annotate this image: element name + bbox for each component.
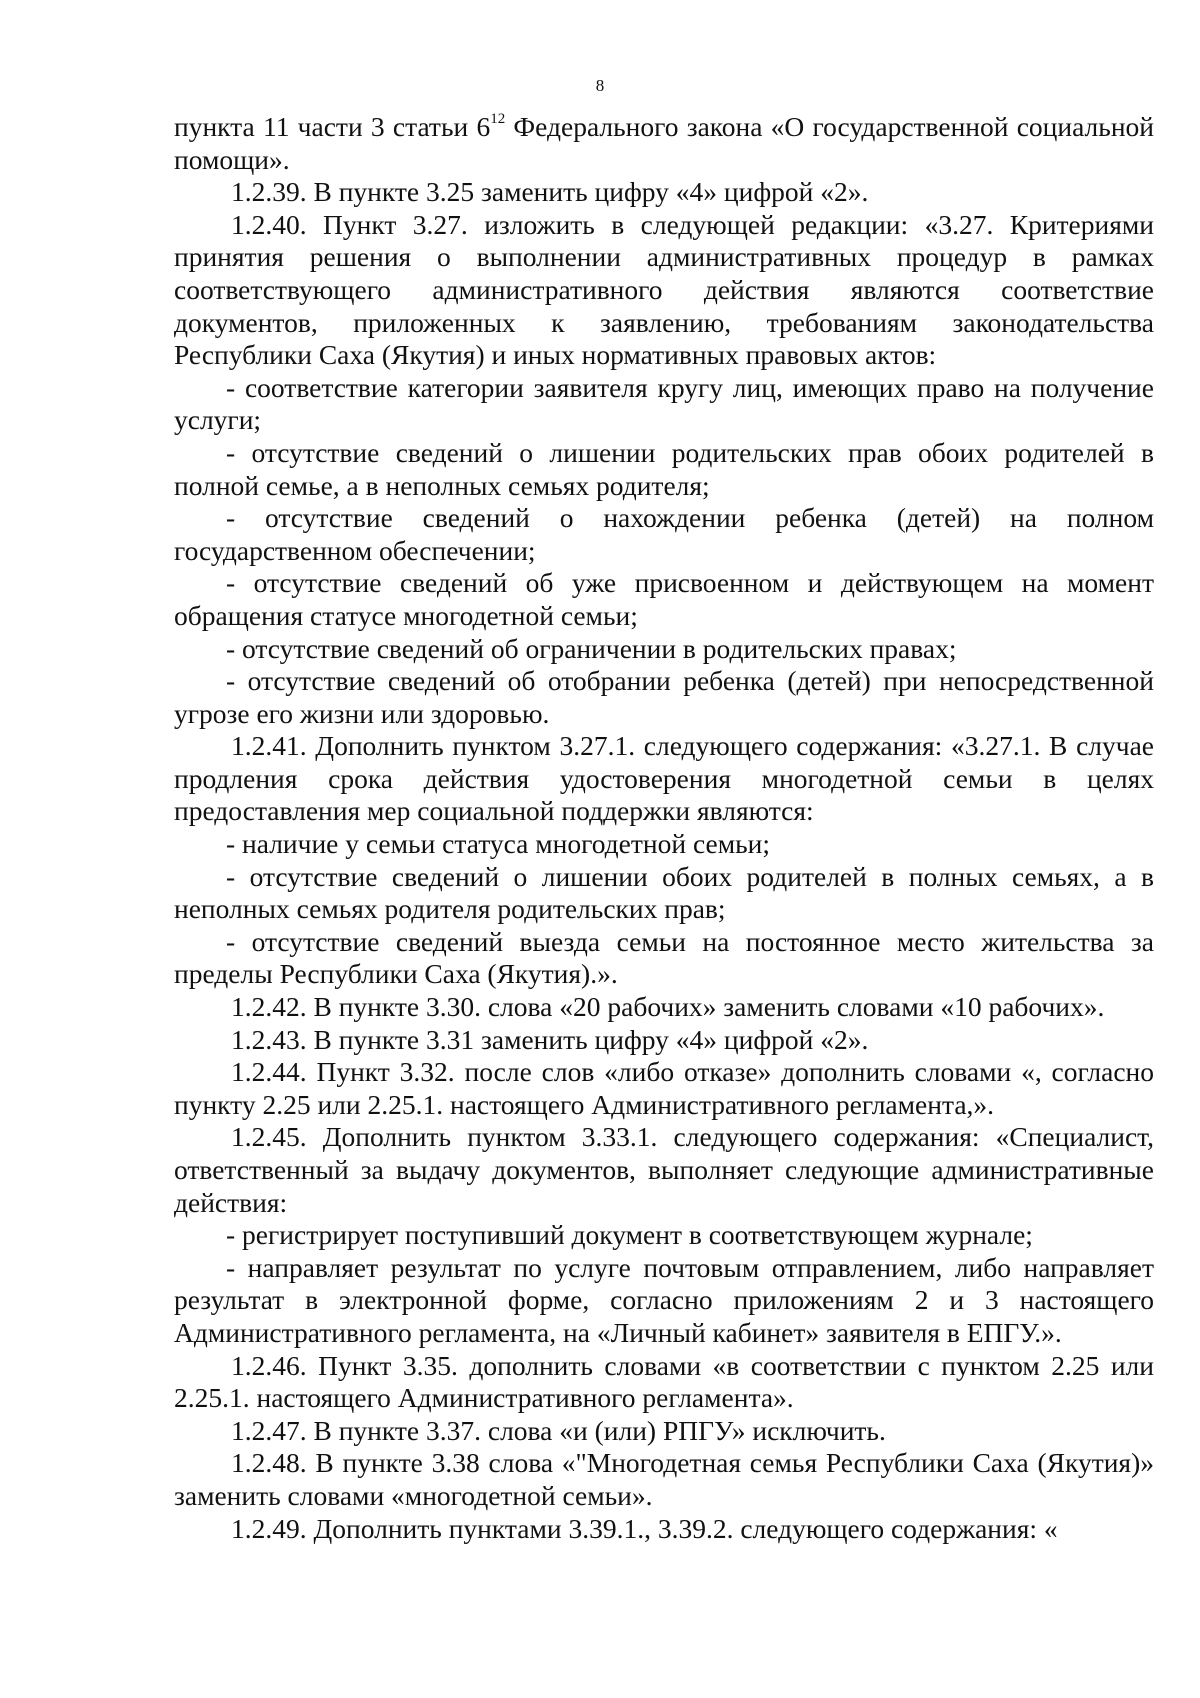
paragraph-1-2-47: 1.2.47. В пункте 3.37. слова «и (или) РПГУ» исключить. <box>231 1414 886 1446</box>
list-item: - отсутствие сведений о лишении родительских прав обоих родителей в полной семье, а в неполных семьях родителя; <box>174 436 1154 501</box>
list-item: - отсутствие сведений об отобрании ребенка (детей) при непосредственной угрозе его жизни или здоровью. <box>174 665 1154 729</box>
paragraph-1-2-43: 1.2.43. В пункте 3.31 заменить цифру «4» цифрой «2». <box>231 1023 869 1055</box>
page-number: 8 <box>595 76 605 95</box>
list-item: - отсутствие сведений о лишении обоих родителей в полных семьях, а в неполных семьях родителя родительских прав; <box>174 860 1154 925</box>
list-item: - отсутствие сведений об уже присвоенном и действующем на момент обращения статусе многодетной семьи; <box>174 567 1154 631</box>
paragraph-text-start: пункта 11 части 3 статьи 6 <box>174 111 491 142</box>
paragraph-1-2-41: 1.2.41. Дополнить пунктом 3.27.1. следующего содержания: «3.27.1. В случае продления срока действия удостоверения многодетной семьи в целях предоставления мер социальной поддержки являются: <box>174 730 1154 827</box>
paragraph-1-2-44: 1.2.44. Пункт 3.32. после слов «либо отказе» дополнить словами «, согласно пункту 2.25 или 2.25.1. настоящего Административного регламента,». <box>174 1056 1154 1120</box>
paragraph-text-end: Федерального закона «О государственной социальной помощи». <box>174 111 1154 175</box>
paragraph-1-2-46: 1.2.46. Пункт 3.35. дополнить словами «в соответствии с пунктом 2.25 или 2.25.1. настоящего Административного регламента». <box>174 1349 1154 1414</box>
list-item: - регистрирует поступивший документ в соответствующем журнале; <box>226 1219 1033 1251</box>
paragraph-continuation <box>174 111 1154 176</box>
list-item: - отсутствие сведений об ограничении в родительских правах; <box>226 632 957 664</box>
paragraph-1-2-40: 1.2.40. Пункт 3.27. изложить в следующей редакции: «3.27. Критериями принятия решения о выполнении административных процедур в рамках соответствующего административного действия являются соответствие документов, приложенных к заявлению, требованиям законодательства Республики Саха (Якутия) и иных нормативных правовых актов: <box>174 208 1154 371</box>
list-item: - отсутствие сведений о нахождении ребенка (детей) на полном государственном обеспечении; <box>174 502 1154 566</box>
list-item: - направляет результат по услуге почтовым отправлением, либо направляет результат в электронной форме, согласно приложениям 2 и 3 настоящего Административного регламента, на «Личный кабинет» заявителя в ЕПГУ.». <box>174 1251 1154 1348</box>
list-item: - соответствие категории заявителя кругу лиц, имеющих право на получение услуги; <box>174 371 1154 436</box>
list-item: - наличие у семьи статуса многодетной семьи; <box>226 828 770 860</box>
list-item: - отсутствие сведений выезда семьи на постоянное место жительства за пределы Республики Саха (Якутия).». <box>174 925 1154 990</box>
article-superscript: 12 <box>490 111 506 127</box>
paragraph-1-2-39: 1.2.39. В пункте 3.25 заменить цифру «4» цифрой «2». <box>231 176 869 208</box>
paragraph-1-2-48: 1.2.48. В пункте 3.38 слова «"Многодетная семья Республики Саха (Якутия)» заменить словами «многодетной семьи». <box>174 1447 1154 1511</box>
document-body <box>174 111 1154 1545</box>
paragraph-1-2-49: 1.2.49. Дополнить пунктами 3.39.1., 3.39.2. следующего содержания: « <box>231 1512 1058 1544</box>
paragraph-1-2-45: 1.2.45. Дополнить пунктом 3.33.1. следующего содержания: «Специалист, ответственный за выдачу документов, выполняет следующие административные действия: <box>174 1121 1154 1218</box>
paragraph-1-2-42: 1.2.42. В пункте 3.30. слова «20 рабочих» заменить словами «10 рабочих». <box>231 991 1105 1023</box>
